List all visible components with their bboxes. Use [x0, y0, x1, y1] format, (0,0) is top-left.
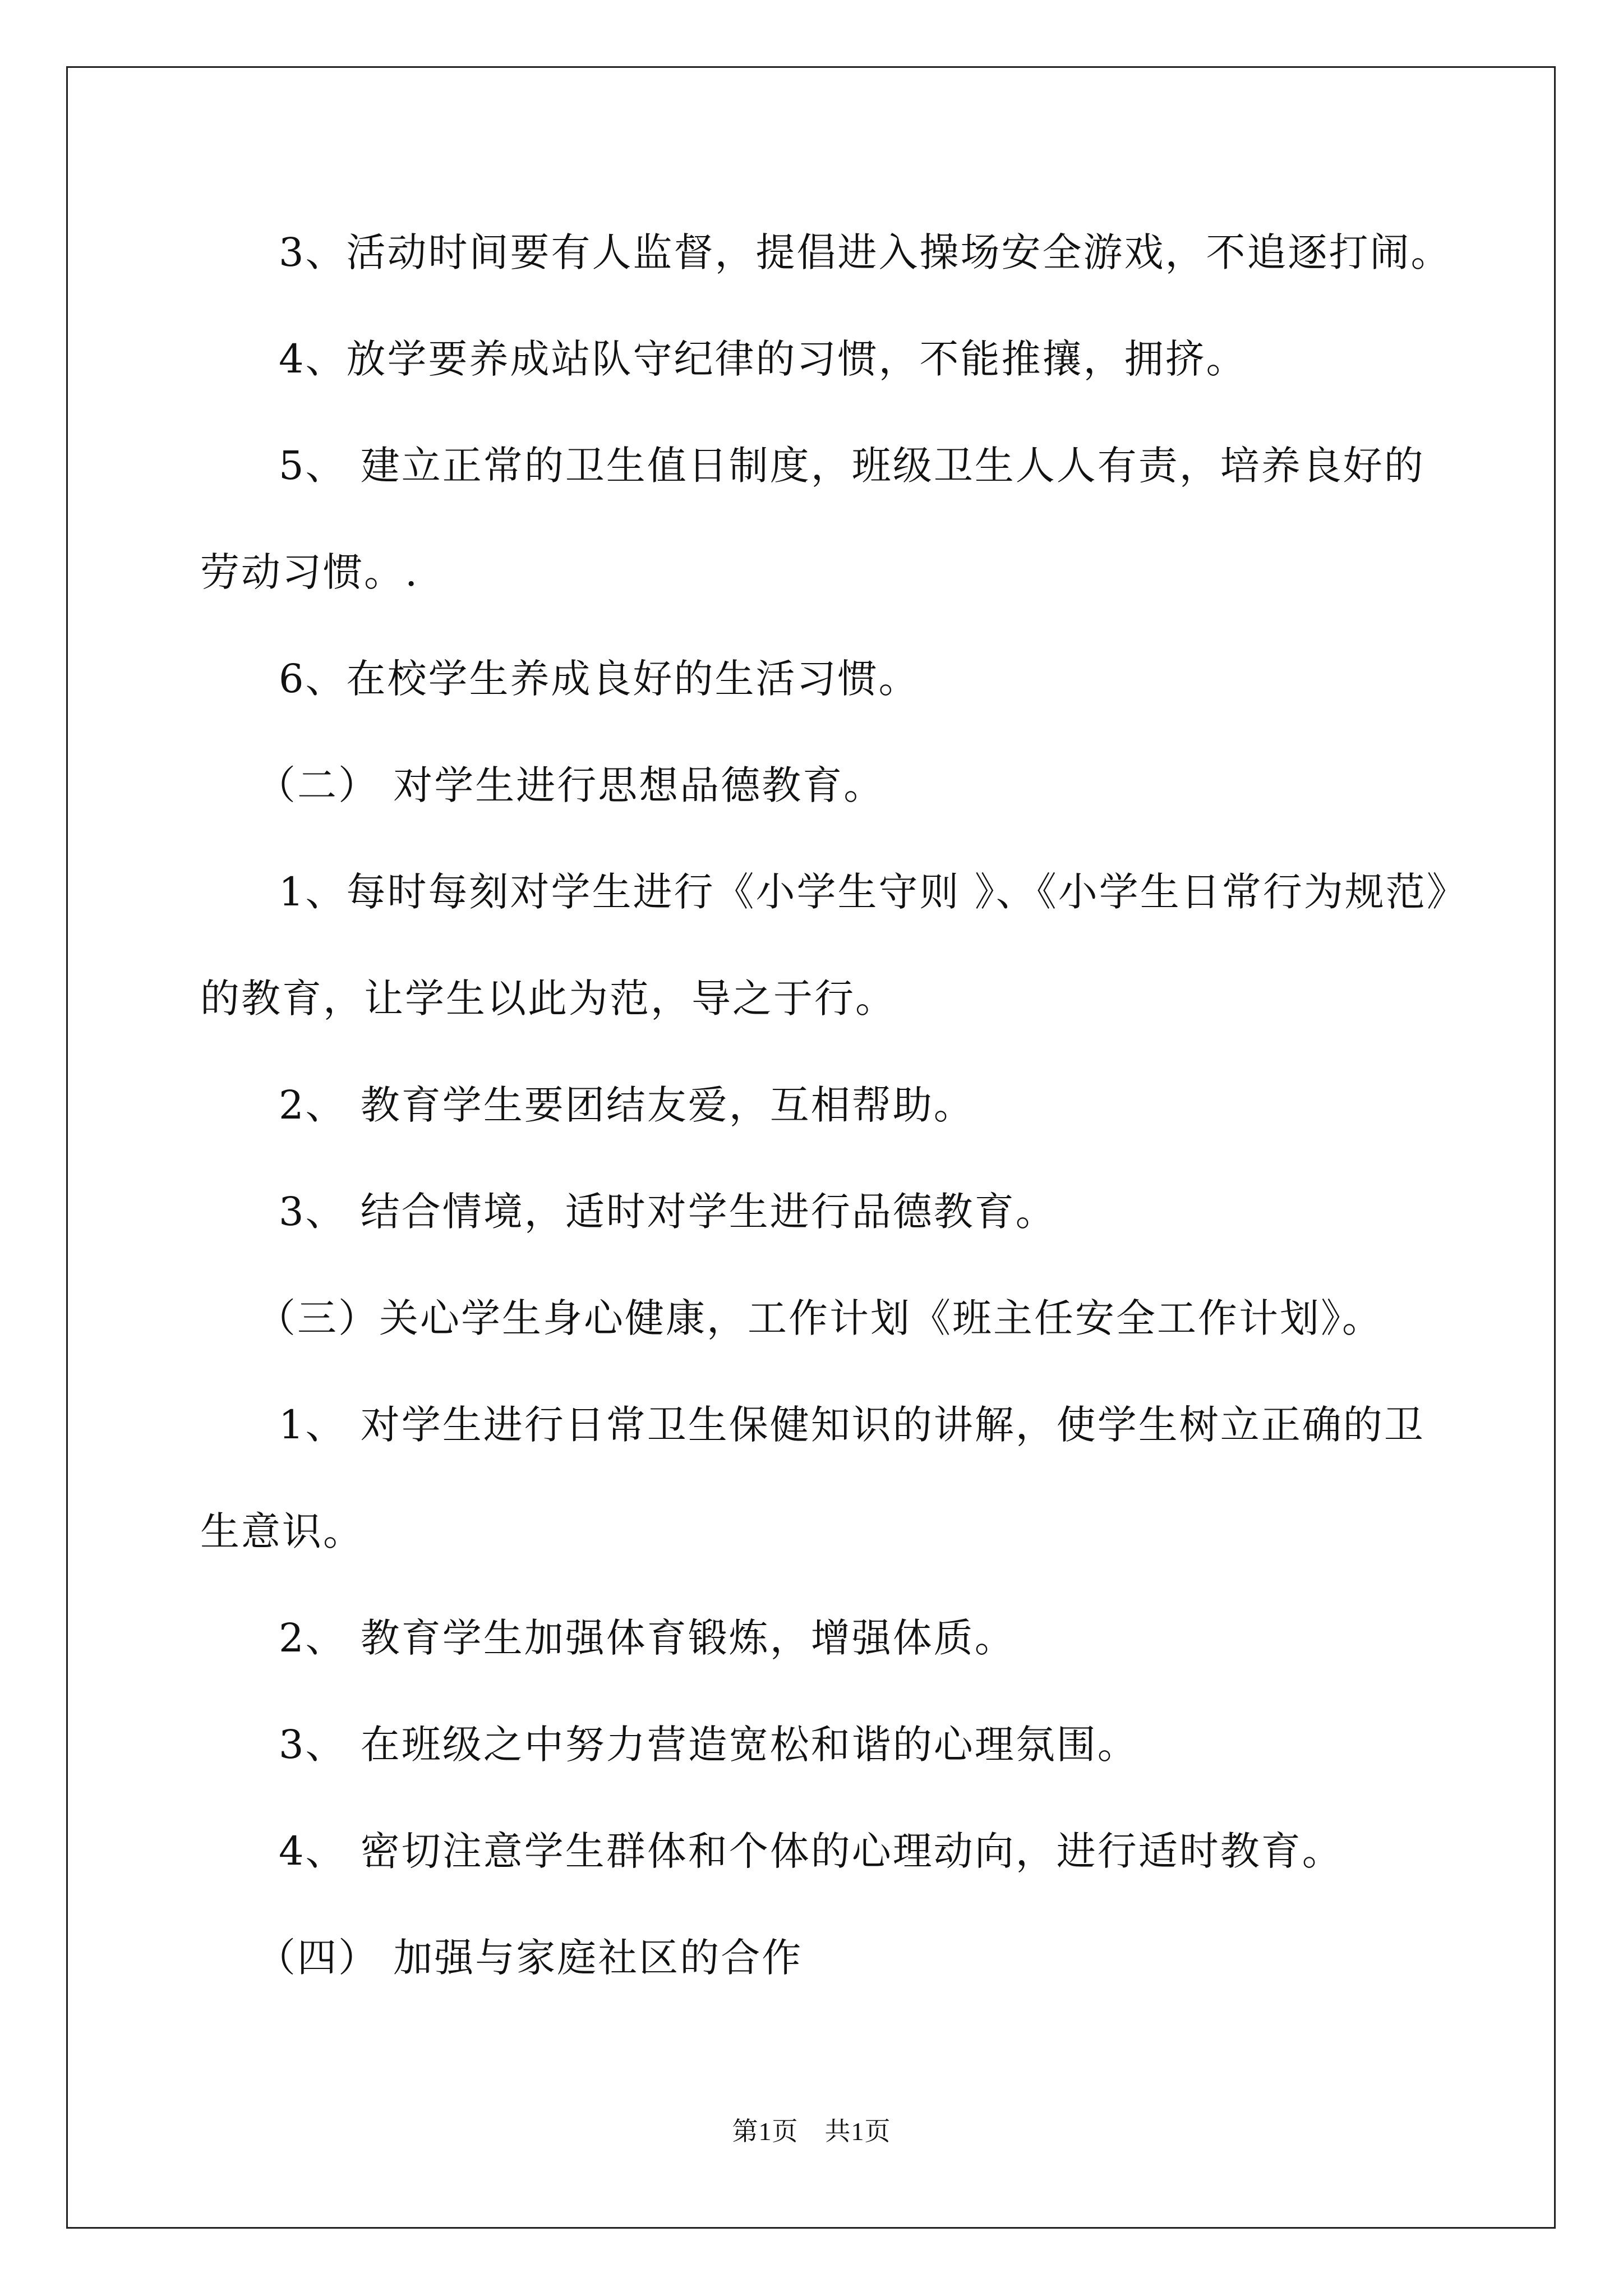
section-heading: （三）关心学生身心健康，工作计划《班主任安全工作计划》。	[256, 1295, 1383, 1341]
paragraph-line: 生意识。	[200, 1508, 364, 1554]
paragraph-line: 3、 结合情境，适时对学生进行品德教育。	[279, 1189, 1057, 1235]
section-heading: （二） 对学生进行思想品德教育。	[256, 762, 885, 808]
paragraph-line: 3、 在班级之中努力营造宽松和谐的心理氛围。	[279, 1722, 1138, 1768]
section-heading: （四） 加强与家庭社区的合作	[256, 1935, 803, 1981]
paragraph-line: 1、 对学生进行日常卫生保健知识的讲解，使学生树立正确的卫	[279, 1402, 1425, 1448]
paragraph-line: 5、 建立正常的卫生值日制度，班级卫生人人有责，培养良好的	[279, 443, 1425, 489]
paragraph-line: 2、 教育学生要团结友爱，互相帮助。	[279, 1082, 975, 1128]
paragraph-line: 的教育，让学生以此为范，导之于行。	[200, 976, 896, 1022]
paragraph-line: 2、 教育学生加强体育锻炼，增强体质。	[279, 1615, 1016, 1661]
paragraph-line: 4、放学要养成站队守纪律的习惯，不能推攘，拥挤。	[279, 336, 1247, 382]
page-footer: 第1页 共1页	[732, 2117, 891, 2146]
paragraph-line: 劳动习惯。.	[200, 549, 419, 595]
paragraph-line: 6、在校学生养成良好的生活习惯。	[279, 656, 920, 702]
paragraph-line: 1、每时每刻对学生进行《小学生守则 》、《小学生日常行为规范》	[279, 869, 1468, 915]
paragraph-line: 3、活动时间要有人监督，提倡进入操场安全游戏，不追逐打闹。	[279, 229, 1452, 275]
page-border	[66, 66, 1556, 2229]
paragraph-line: 4、 密切注意学生群体和个体的心理动向，进行适时教育。	[279, 1828, 1343, 1874]
